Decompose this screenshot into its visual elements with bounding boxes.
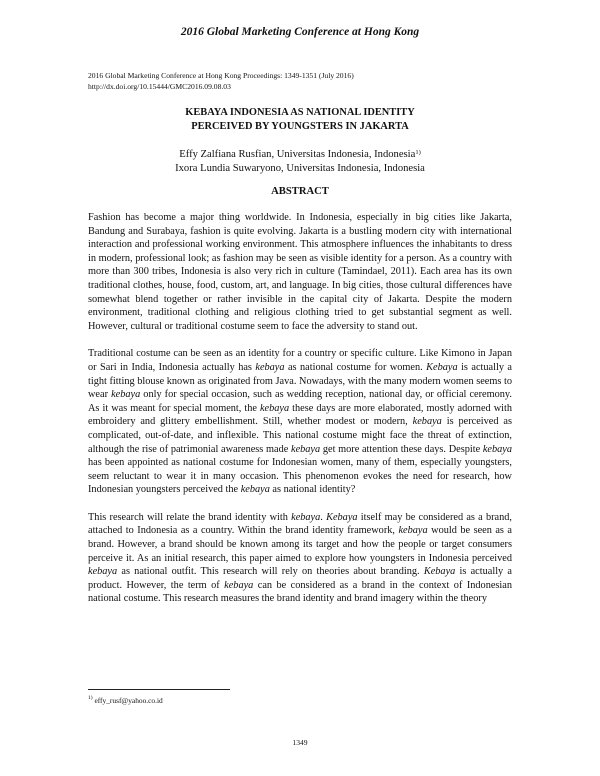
italic-term: kebaya — [398, 525, 428, 537]
running-header: 2016 Global Marketing Conference at Hong Kong — [180, 26, 420, 38]
footnote-rule — [88, 689, 230, 690]
text-run: This research will relate the brand identity with — [88, 511, 292, 523]
italic-term: kebaya — [224, 579, 254, 591]
italic-term: Kebaya — [423, 566, 456, 578]
author-1-footnote-mark: 1) — [415, 149, 421, 156]
text-run: as national outfit. This research will rely on theories about branding. — [117, 566, 424, 578]
author-list — [88, 148, 512, 175]
text-run: get more attention these days. Despite — [320, 443, 483, 455]
text-run: would be seen as a brand. However, a brand should be known among its target and how the people or target consumers perceive it. As an initial research, this paper aimed to explore how youngsters in Indonesia perceived — [88, 525, 513, 564]
author-1-text: Effy Zalfiana Rusfian, Universitas Indonesia, Indonesia — [179, 149, 416, 160]
paper-title — [88, 106, 512, 134]
text-run: as national costume for women. — [284, 361, 427, 373]
proceedings-citation: 2016 Global Marketing Conference at Hong Kong Proceedings: 1349-1351 (July 2016) — [88, 71, 354, 80]
italic-term: kebaya — [240, 484, 270, 496]
text-run: is actually a tight fitting blouse known as originated from Java. Nowadays, with the many modern women seems to wear — [88, 361, 512, 401]
paragraph-1: Fashion has become a major thing worldwide. In Indonesia, especially in big cities like Jakarta, Bandung and Surabaya, fashion is quite evolving. Jakarta is a bustling modern city with international interaction and professional working environment. This atmosphere influences the inhabitants to dress in modern, professional look; as fashion may be seen as visible identity for a person. As a country with more than 300 tribes, Indonesia is also very rich in culture (Tamindael, 2011). Each area has its own traditional clothes, house, food, custom, art, and language. In big cities, those cultural differences have somewhat blend together or rather invisible in the capital city of Jakarta. Despite the modern environment, traditional clothing and religious clothing tried to get substantial segment as well. However, cultural or traditional costume seem to face the adversity to stand out. — [88, 212, 512, 332]
paragraph-3 — [88, 511, 512, 606]
page-number: 1349 — [292, 738, 308, 747]
italic-term: kebaya — [412, 416, 442, 428]
italic-term: kebaya — [255, 361, 285, 373]
text-run: . — [320, 511, 327, 523]
text-run: can be considered as a brand in the context of Indonesian national costume. This research measures the brand identity and brand imagery within the theory — [88, 579, 513, 605]
text-run: only for special occasion, such as wedding reception, national day, or official ceremony. As it was meant for special moment, the — [88, 389, 512, 414]
footnote-email: effy_rusf@yahoo.co.id — [94, 696, 163, 705]
footnote — [88, 696, 163, 705]
text-run: has been appointed as national costume for Indonesian women, many of them, especially youngsters, seem reluctant to wear it in many occasion. This phenomenon evokes the need for research, how Indonesian youngsters perceived the — [88, 457, 512, 496]
title-line-2: PERCEIVED BY YOUNGSTERS IN JAKARTA — [191, 121, 409, 132]
paragraph-2 — [88, 347, 512, 497]
footnote-mark: 1) — [88, 695, 93, 701]
italic-term: kebaya — [291, 443, 321, 455]
text-run: itself may be considered as a brand, attached to Indonesia as a country. Within the brand identity framework, — [88, 511, 512, 537]
doi-link[interactable]: http://dx.doi.org/10.15444/GMC2016.09.08.03 — [88, 81, 231, 91]
abstract-body — [88, 211, 512, 620]
text-run: these days are more elaborated, mostly adorned with embroidery and glittery embellishment. Still, whether modest or modern, — [88, 402, 512, 428]
text-run: is perceived as complicated, out-of-date, and inflexible. This national costume might face the threat of extinction, although the rise of patrimonial awareness made — [88, 416, 513, 455]
italic-term: Kebaya — [326, 511, 358, 523]
author-2: Ixora Lundia Suwaryono, Universitas Indonesia, Indonesia — [175, 162, 425, 174]
italic-term: kebaya — [291, 511, 321, 523]
italic-term: kebaya — [111, 389, 141, 401]
text-run: is actually a product. However, the term of — [88, 566, 512, 591]
italic-term: Kebaya — [426, 361, 458, 373]
italic-term: kebaya — [88, 566, 118, 578]
text-run: Traditional costume can be seen as an identity for a country or specific culture. Like Kimono in Japan or Sari in India, Indonesia actually has — [88, 348, 512, 373]
italic-term: kebaya — [482, 443, 512, 455]
citation-block — [88, 71, 518, 92]
abstract-heading: ABSTRACT — [271, 186, 329, 197]
italic-term: kebaya — [259, 402, 290, 414]
title-line-1: KEBAYA INDONESIA AS NATIONAL IDENTITY — [185, 107, 415, 118]
text-run: as national identity? — [269, 484, 356, 496]
author-1 — [88, 148, 512, 162]
